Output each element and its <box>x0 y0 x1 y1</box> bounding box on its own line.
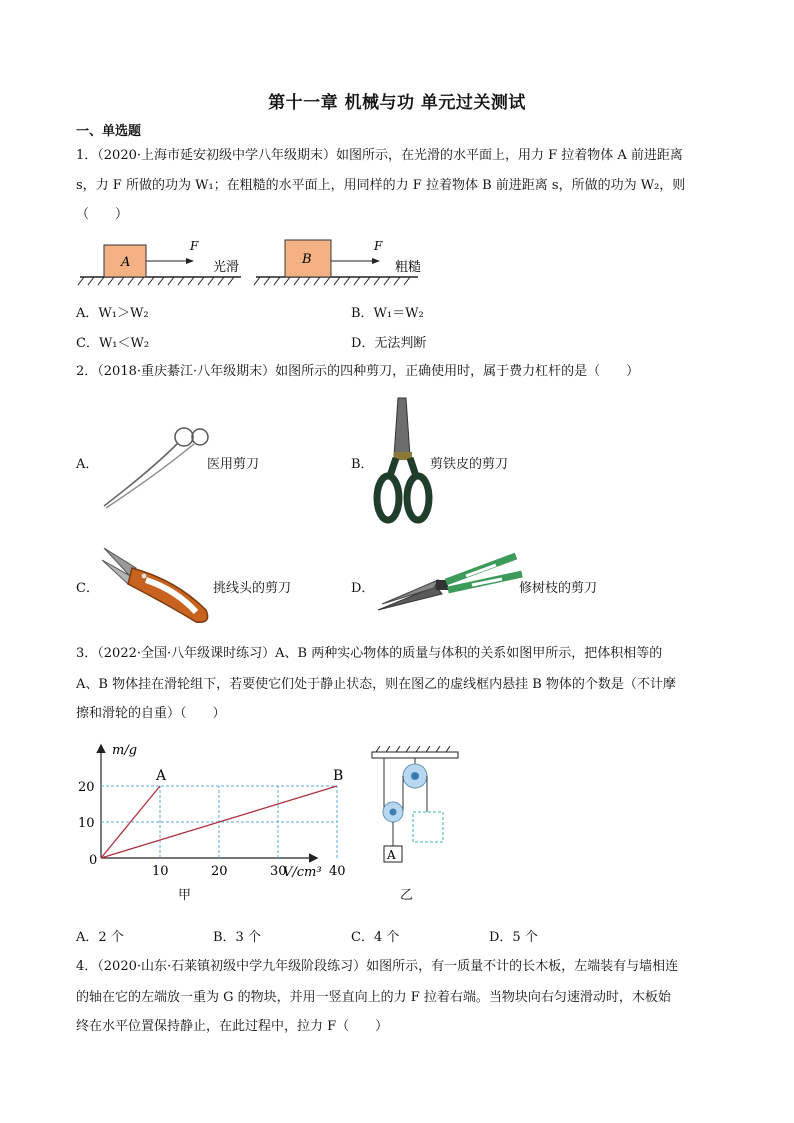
pruning-shears-image <box>376 552 524 614</box>
q1-stem-line3: （ ） <box>76 207 129 222</box>
q3-option-b[interactable]: B．3 个 <box>213 930 261 945</box>
q3-option-c[interactable]: C．4 个 <box>351 930 400 945</box>
y-tick-label-20: 20 <box>78 780 95 795</box>
q1-stem-line2: s，力 F 所做的功为 W₁；在粗糙的水平面上，用同样的力 F 拉着物体 B 前进距离 s，所做的功为 W₂，则 <box>76 178 686 193</box>
block-b-label: B <box>302 252 312 267</box>
q3-option-a[interactable]: A．2 个 <box>76 930 124 945</box>
tin-snips-image <box>372 396 434 526</box>
q3-option-d[interactable]: D．5 个 <box>489 930 538 945</box>
dashed-box <box>413 812 443 842</box>
series-label-A: A <box>156 768 167 784</box>
q2-option-d-letter[interactable]: D． <box>351 581 375 596</box>
mass-volume-chart <box>76 738 346 880</box>
rough-label: 粗糙 <box>395 260 422 275</box>
x-tick-label-20: 20 <box>211 864 228 879</box>
x-tick-label-40: 40 <box>329 864 346 879</box>
q1-option-b[interactable]: B．W₁＝W₂ <box>351 306 424 321</box>
q2-stem: 2．（2018·重庆綦江·八年级期末）如图所示的四种剪刀，正确使用时，属于费力杠杆的是（ ） <box>76 364 640 379</box>
q2-option-c-caption: 挑线头的剪刀 <box>213 581 292 596</box>
q4-stem-line2: 的轴在它的左端放一重为 G 的物块，并用一竖直向上的力 F 拉着右端。当物块向右匀速滑动时，木板始 <box>76 990 671 1005</box>
q2-option-b-caption: 剪铁皮的剪刀 <box>430 457 509 472</box>
q1-stem-line1: 1．（2020·上海市延安初级中学八年级期末）如图所示，在光滑的水平面上，用力 F 拉着物体 A 前进距离 <box>76 148 683 163</box>
q4-stem-line3: 终在水平位置保持静止，在此过程中，拉力 F（ ） <box>76 1019 389 1034</box>
q2-option-b-letter[interactable]: B． <box>351 457 374 472</box>
fig-jia-caption: 甲 <box>178 888 192 903</box>
q1-option-a[interactable]: A．W₁＞W₂ <box>76 306 149 321</box>
y-axis-label: m/g <box>112 743 138 758</box>
q1-option-d[interactable]: D．无法判断 <box>351 336 427 351</box>
x-tick-label-10: 10 <box>152 864 169 879</box>
thread-snips-image <box>96 540 216 628</box>
pulley-block-label: A <box>387 848 396 862</box>
q1-figure <box>76 232 456 294</box>
section-heading: 一、单选题 <box>76 124 142 139</box>
medical-scissors-image <box>96 420 211 512</box>
block-a-label: A <box>121 255 131 270</box>
q2-option-a-caption: 医用剪刀 <box>207 457 260 472</box>
fig-yi-caption: 乙 <box>400 888 414 903</box>
force-label-b: F <box>374 239 383 253</box>
x-tick-label-30: 30 <box>270 864 287 879</box>
q3-stem-line3: 擦和滑轮的自重）（ ） <box>76 706 226 721</box>
series-label-B: B <box>333 768 344 784</box>
x-axis-label: V/cm³ <box>283 865 322 880</box>
smooth-label: 光滑 <box>213 260 240 275</box>
origin-label: 0 <box>89 853 98 868</box>
q3-stem-line2: A、B 物体挂在滑轮组下，若要使它们处于静止状态，则在图乙的虚线框内悬挂 B 物体的个数是（不计摩 <box>76 677 676 692</box>
force-label-a: F <box>190 239 199 253</box>
q2-option-a-letter[interactable]: A． <box>76 457 99 472</box>
q1-option-c[interactable]: C．W₁＜W₂ <box>76 336 150 351</box>
pulley-system-figure <box>366 746 466 868</box>
y-tick-label-10: 10 <box>78 816 95 831</box>
q3-stem-line1: 3．（2022·全国·八年级课时练习）A、B 两种实心物体的质量与体积的关系如图甲所示，把体积相等的 <box>76 646 663 661</box>
q2-option-c-letter[interactable]: C． <box>76 581 99 596</box>
q2-option-d-caption: 修树枝的剪刀 <box>519 581 598 596</box>
page-title: 第十一章 机械与功 单元过关测试 <box>268 93 526 113</box>
q4-stem-line1: 4．（2020·山东·石莱镇初级中学九年级阶段练习）如图所示，有一质量不计的长木板，左端装有与墙相连 <box>76 959 679 974</box>
